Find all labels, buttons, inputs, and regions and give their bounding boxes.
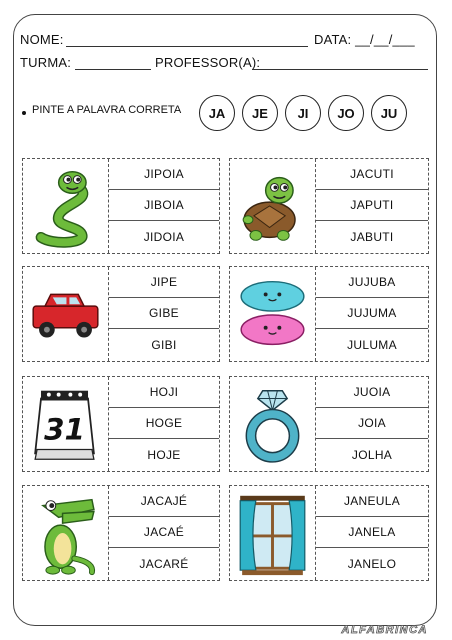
options-column xyxy=(109,486,219,580)
calendar-number: 31 xyxy=(44,412,85,447)
word-option[interactable]: JABUTI xyxy=(350,229,394,244)
instruction-text: PINTE A PALAVRA CORRETA xyxy=(32,104,182,116)
options-column xyxy=(109,267,219,361)
word-card xyxy=(229,485,429,581)
jeep-icon xyxy=(23,267,108,361)
picture-cell xyxy=(230,486,316,580)
jelly-candy-icon xyxy=(230,267,315,361)
word-option[interactable]: JUJUMA xyxy=(316,298,428,329)
syllable-circle: JU xyxy=(371,95,407,131)
options-column xyxy=(109,159,219,253)
word-option[interactable]: JOLHA xyxy=(351,447,393,462)
word-option[interactable]: JIPE xyxy=(109,267,219,298)
word-card xyxy=(229,266,429,362)
syllable-circle: JA xyxy=(199,95,235,131)
alligator-icon xyxy=(23,486,108,580)
name-line[interactable] xyxy=(66,46,308,47)
word-card xyxy=(22,376,220,472)
ring-icon xyxy=(230,377,315,471)
word-option[interactable]: JANELO xyxy=(347,556,397,571)
options-column xyxy=(316,377,428,471)
class-line[interactable] xyxy=(75,69,151,70)
options-column xyxy=(316,267,428,361)
options-column xyxy=(109,377,219,471)
picture-cell xyxy=(23,377,109,471)
word-option[interactable]: JACAÉ xyxy=(109,517,219,548)
word-card xyxy=(22,158,220,254)
word-option[interactable]: JAPUTI xyxy=(316,190,428,221)
word-option[interactable]: GIBI xyxy=(151,337,177,352)
picture-cell xyxy=(23,159,109,253)
picture-cell xyxy=(23,267,109,361)
word-option[interactable]: JACARÉ xyxy=(139,556,189,571)
syllable-circle: JO xyxy=(328,95,364,131)
options-column xyxy=(316,159,428,253)
word-card xyxy=(229,158,429,254)
word-option[interactable]: JOIA xyxy=(316,408,428,439)
teacher-label: PROFESSOR(A): xyxy=(155,55,261,70)
word-option[interactable]: JIDOIA xyxy=(143,229,185,244)
options-column xyxy=(316,486,428,580)
bullet-icon xyxy=(22,111,26,115)
word-option[interactable]: JULUMA xyxy=(347,337,397,352)
word-option[interactable]: JIBOIA xyxy=(109,190,219,221)
date-label[interactable]: DATA: __/__/___ xyxy=(314,32,415,47)
word-option[interactable]: JACUTI xyxy=(316,159,428,190)
class-label: TURMA: xyxy=(20,55,72,70)
name-label: NOME: xyxy=(20,32,64,47)
word-option[interactable]: HOGE xyxy=(109,408,219,439)
word-card xyxy=(22,266,220,362)
picture-cell xyxy=(230,159,316,253)
word-option[interactable]: JUOIA xyxy=(316,377,428,408)
word-option[interactable]: JANELA xyxy=(316,517,428,548)
picture-cell xyxy=(230,267,316,361)
turtle-icon xyxy=(230,159,315,253)
word-card xyxy=(229,376,429,472)
teacher-line[interactable] xyxy=(252,69,428,70)
window-icon xyxy=(230,486,315,580)
syllable-circle: JI xyxy=(285,95,321,131)
word-option[interactable]: JANEULA xyxy=(316,486,428,517)
picture-cell xyxy=(230,377,316,471)
calendar-icon xyxy=(23,377,108,471)
word-option[interactable]: HOJI xyxy=(109,377,219,408)
picture-cell xyxy=(23,486,109,580)
word-option[interactable]: JACAJÉ xyxy=(109,486,219,517)
word-option[interactable]: HOJE xyxy=(147,447,181,462)
word-card xyxy=(22,485,220,581)
snake-icon xyxy=(23,159,108,253)
word-option[interactable]: GIBE xyxy=(109,298,219,329)
word-option[interactable]: JIPOIA xyxy=(109,159,219,190)
brand-logo: ALFABRINCA xyxy=(341,624,428,636)
word-option[interactable]: JUJUBA xyxy=(316,267,428,298)
syllable-circle: JE xyxy=(242,95,278,131)
